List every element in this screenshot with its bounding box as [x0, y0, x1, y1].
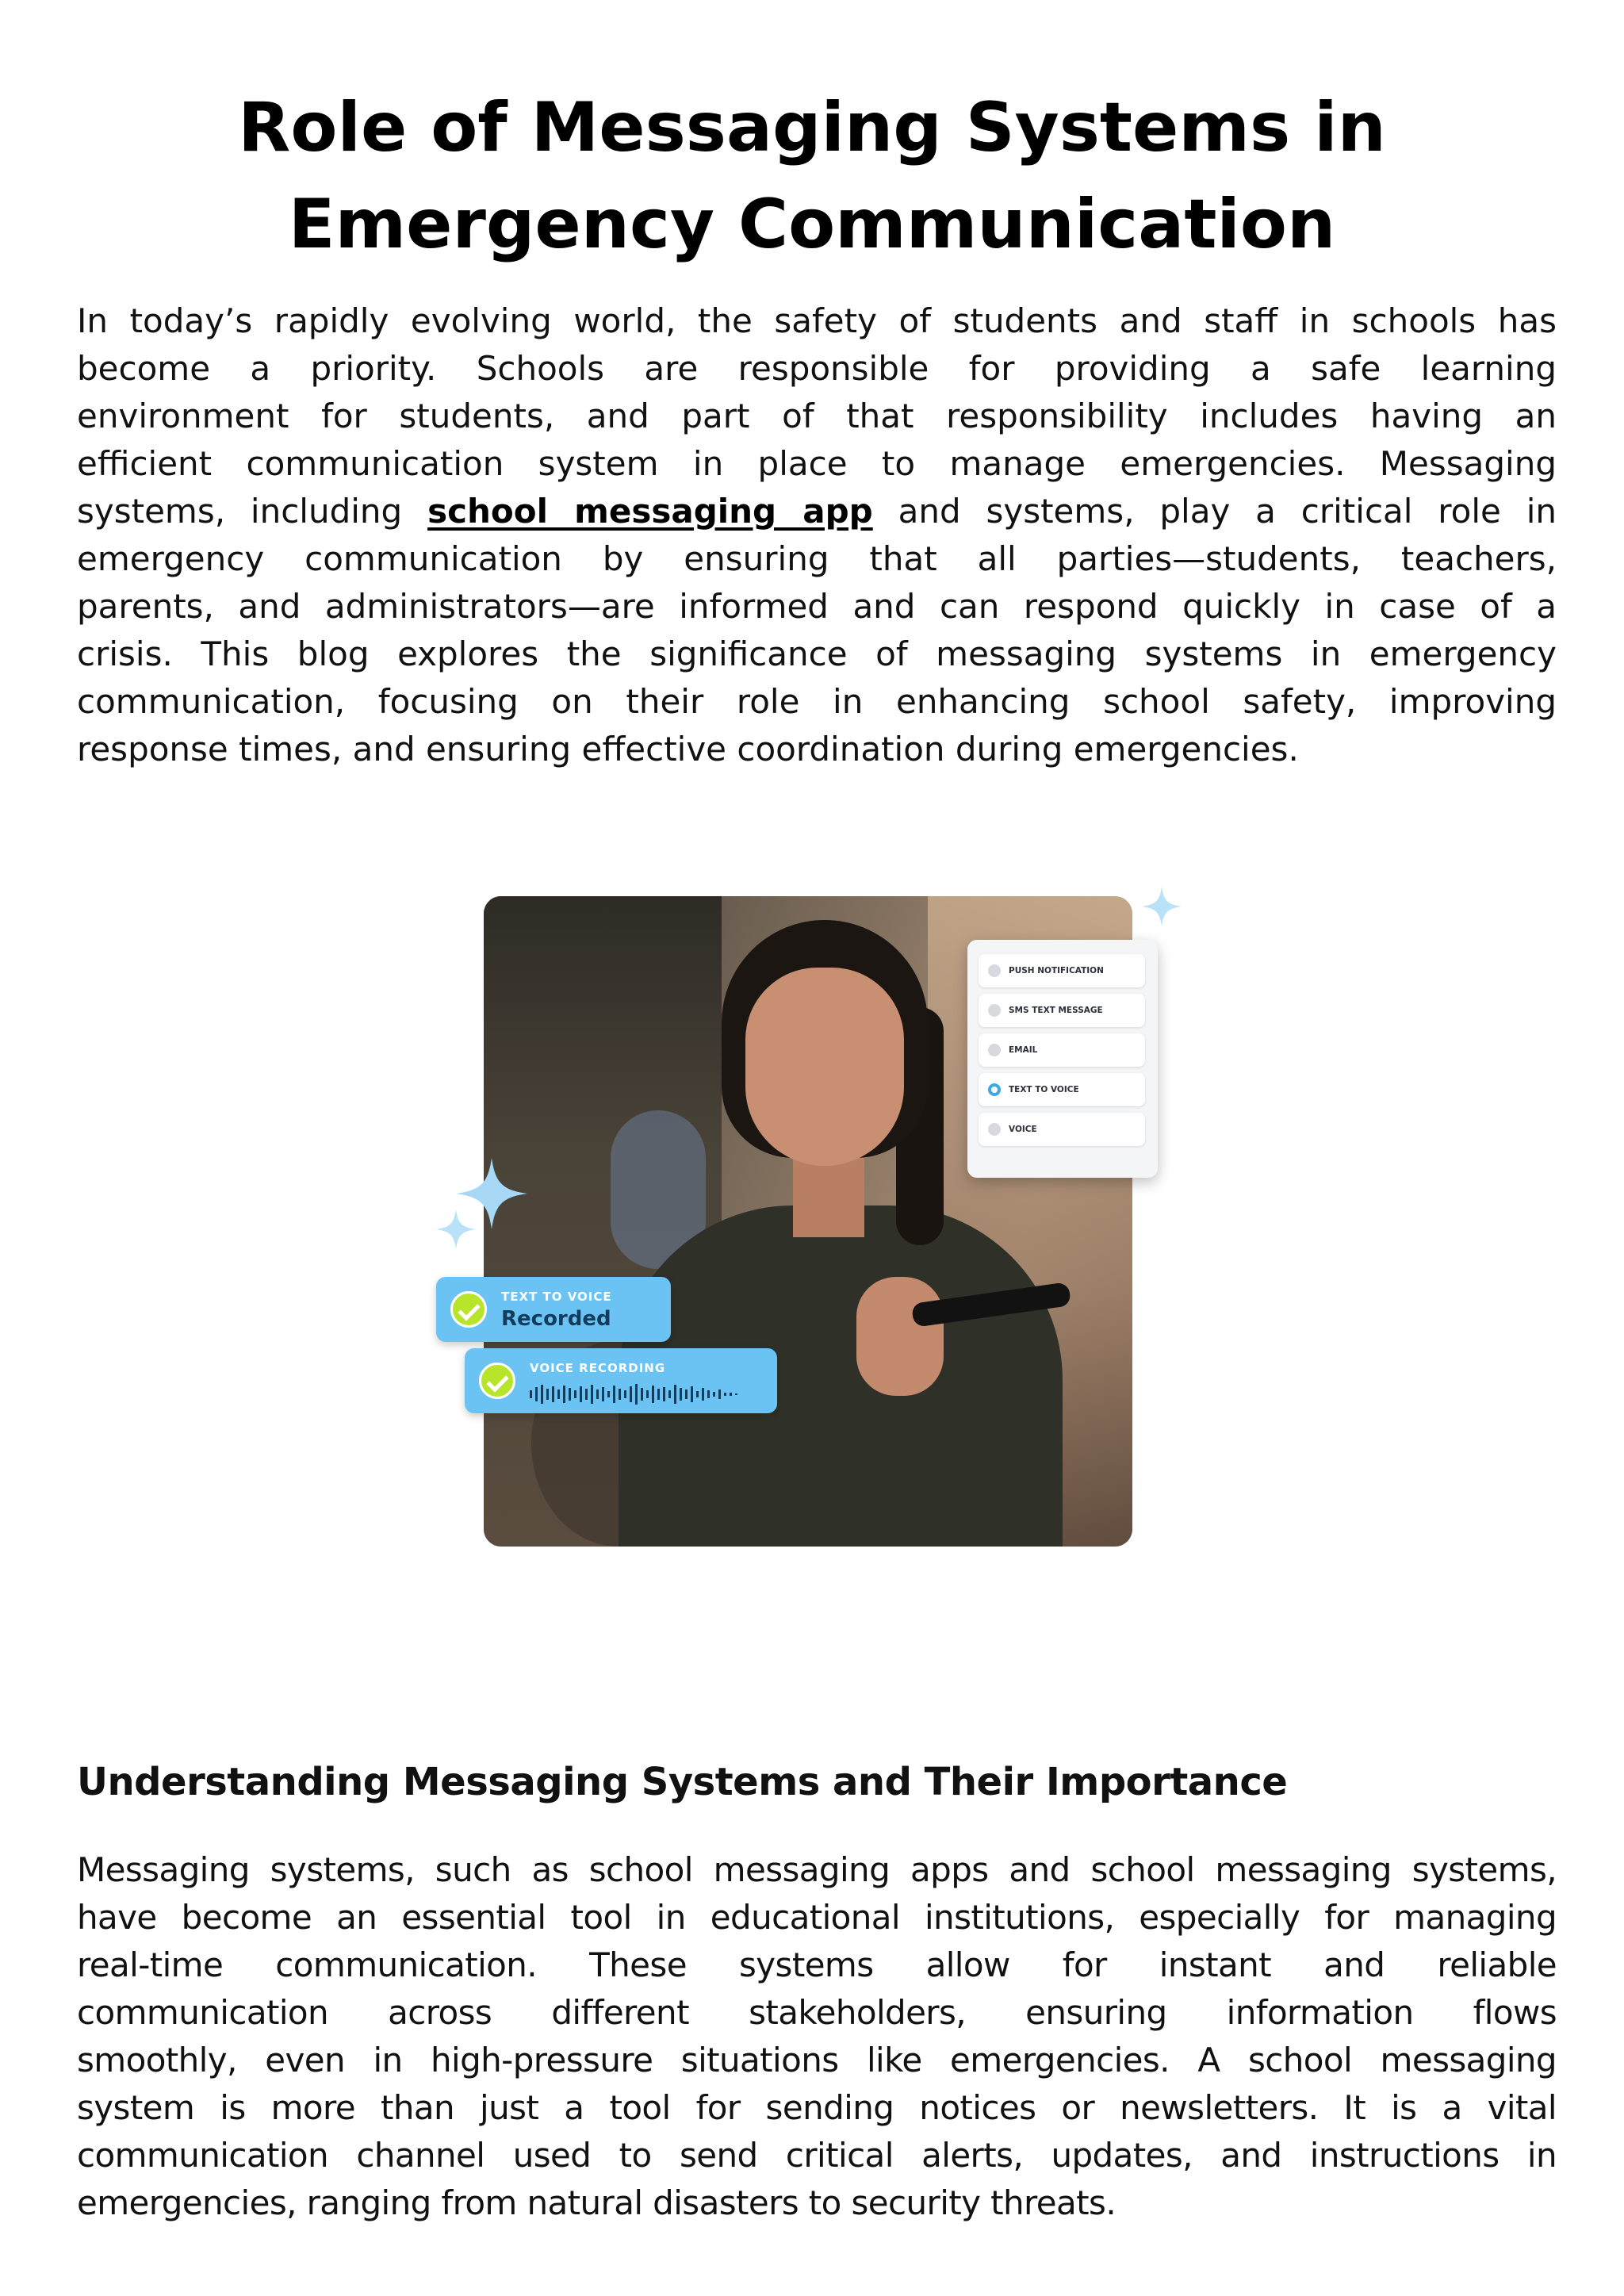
badge-status: Recorded	[501, 1307, 611, 1331]
section-line: communication across different stakeholders, ensuring information flows	[77, 1993, 1557, 2032]
channel-option-label: VOICE	[1009, 1125, 1037, 1134]
intro-link-prefix: systems, including	[77, 492, 428, 531]
channel-option-email	[979, 1033, 1145, 1067]
radio-icon	[988, 1004, 1001, 1017]
badge-kicker: VOICE RECORDING	[530, 1361, 666, 1375]
section-line: emergencies, ranging from natural disasters to security threats.	[77, 2183, 1116, 2222]
channel-option-label: TEXT TO VOICE	[1009, 1085, 1079, 1094]
section-line: system is more than just a tool for sending notices or newsletters. It is a vital	[77, 2088, 1557, 2127]
hero-illustration	[420, 880, 1213, 1578]
intro-line: In today’s rapidly evolving world, the safety of students and staff in schools has	[77, 301, 1557, 340]
intro-line: become a priority. Schools are responsible for providing a safe learning	[77, 349, 1557, 388]
channel-option-label: PUSH NOTIFICATION	[1009, 966, 1104, 976]
badge-kicker: TEXT TO VOICE	[501, 1290, 612, 1304]
page-title-line: Emergency Communication	[288, 185, 1336, 264]
intro-line: efficient communication system in place to manage emergencies. Messaging	[77, 444, 1557, 483]
intro-paragraph	[77, 297, 1557, 773]
check-icon	[479, 1363, 515, 1399]
radio-icon	[988, 964, 1001, 977]
section-line: real-time communication. These systems allow for instant and reliable	[77, 1945, 1557, 1984]
check-icon	[450, 1291, 487, 1328]
intro-line: parents, and administrators—are informed and can respond quickly in case of a	[77, 587, 1557, 626]
intro-line: communication, focusing on their role in enhancing school safety, improving	[77, 682, 1557, 721]
sparkle-icon	[1142, 887, 1182, 926]
radio-icon	[988, 1123, 1001, 1136]
section-line: communication channel used to send critical alerts, updates, and instructions in	[77, 2136, 1557, 2175]
section-heading: Understanding Messaging Systems and Their Importance	[77, 1760, 1288, 1804]
channel-option-push-notification	[979, 954, 1145, 987]
channel-options-card	[967, 940, 1158, 1178]
page-title	[127, 79, 1497, 273]
intro-line: emergency communication by ensuring that all parties—students, teachers,	[77, 539, 1557, 578]
photo-woman-hand	[856, 1277, 944, 1396]
sparkle-icon	[436, 1209, 476, 1249]
page-title-line: Role of Messaging Systems in	[238, 88, 1386, 167]
channel-option-text-to-voice	[979, 1073, 1145, 1106]
school-messaging-app-link[interactable]: school messaging app	[427, 492, 873, 531]
radio-icon	[988, 1044, 1001, 1056]
section-line: have become an essential tool in educational institutions, especially for managing	[77, 1898, 1557, 1937]
section-line: Messaging systems, such as school messaging apps and school messaging systems,	[77, 1850, 1557, 1889]
channel-option-voice	[979, 1113, 1145, 1146]
section-line: smoothly, even in high-pressure situations like emergencies. A school messaging	[77, 2041, 1557, 2079]
voice-recording-badge	[465, 1348, 777, 1413]
intro-line: crisis. This blog explores the significance of messaging systems in emergency	[77, 634, 1557, 673]
intro-line-with-link	[77, 488, 1557, 535]
channel-option-label: SMS TEXT MESSAGE	[1009, 1006, 1103, 1015]
channel-option-label: EMAIL	[1009, 1045, 1038, 1055]
intro-line: response times, and ensuring effective coordination during emergencies.	[77, 730, 1299, 769]
photo-woman-face	[745, 968, 904, 1166]
channel-option-sms	[979, 994, 1145, 1027]
intro-link-suffix: and systems, play a critical role in	[872, 492, 1557, 531]
section-paragraph	[77, 1846, 1557, 2227]
radio-selected-icon	[988, 1083, 1001, 1096]
text-to-voice-badge	[436, 1277, 671, 1342]
waveform-icon	[530, 1383, 760, 1405]
intro-line: environment for students, and part of that responsibility includes having an	[77, 397, 1557, 435]
